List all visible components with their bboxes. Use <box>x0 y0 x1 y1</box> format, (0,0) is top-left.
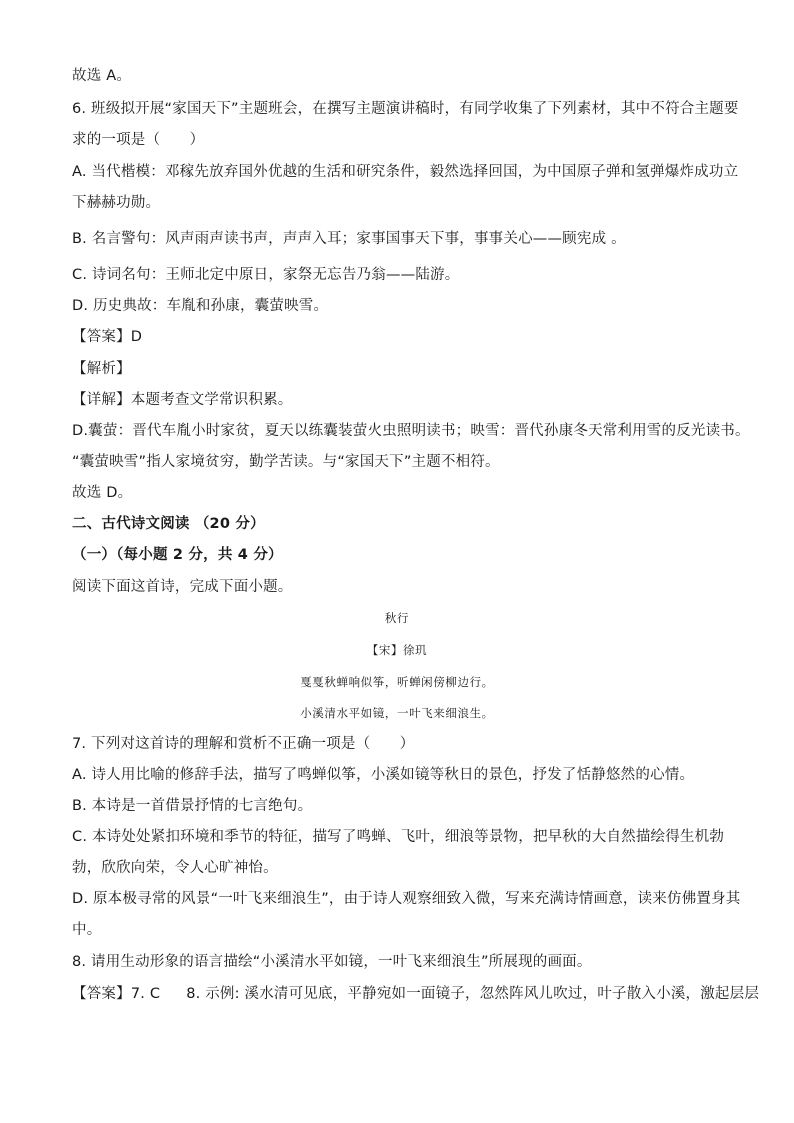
reading-instruction: 阅读下面这首诗，完成下面小题。 <box>72 579 293 595</box>
section-heading: 二、古代诗文阅读 （20 分） <box>72 516 265 532</box>
poem-line-2: 小溪清水平如镜，一叶飞来细浪生。 <box>300 706 494 720</box>
question-8-stem: 8. 请用生动形象的语言描绘“小溪清水平如镜，一叶飞来细浪生”所展现的画面。 <box>72 954 592 970</box>
question-6-stem-cont: 求的一项是（ ） <box>72 132 205 148</box>
option-7c: C. 本诗处处紧扣环境和季节的特征，描写了鸣蝉、飞叶，细浪等景物，把早秋的大自然描绘得生机勃 <box>72 829 725 845</box>
conclusion-d: 故选 D。 <box>72 485 133 501</box>
poem-author: 【宋】徐玑 <box>366 643 428 657</box>
explanation-6-cont: “囊萤映雪”指人家境贫穷，勤学苦读。与“家国天下”主题不相符。 <box>72 454 500 470</box>
poem-line-1: 戛戛秋蝉响似筝，听蝉闲傍柳边行。 <box>300 675 494 689</box>
option-6d: D. 历史典故：车胤和孙康，囊萤映雪。 <box>72 298 329 314</box>
explanation-6: D.囊萤：晋代车胤小时家贫，夏天以练囊装萤火虫照明读书；映雪：晋代孙康冬天常利用雪的反光读书。 <box>72 423 750 439</box>
question-7-stem: 7. 下列对这首诗的理解和赏析不正确一项是（ ） <box>72 736 415 752</box>
option-6a: A. 当代楷模：邓稼先放弃国外优越的生活和研究条件，毅然选择回国，为中国原子弹和氢弹爆炸成功立 <box>72 164 739 180</box>
subsection-heading: （一）（每小题 2 分，共 4 分） <box>72 547 283 563</box>
analysis-heading: 【解析】 <box>72 361 131 377</box>
option-7a: A. 诗人用比喻的修辞手法，描写了鸣蝉似筝，小溪如镜等秋日的景色，抒发了恬静悠然的心情。 <box>72 767 695 783</box>
poem-title: 秋行 <box>384 611 410 625</box>
answer-8: 8. 示例: 溪水清可见底，平静宛如一面镜子，忽然阵风儿吹过，叶子散入小溪，激起层层 <box>186 986 760 1002</box>
conclusion-a: 故选 A。 <box>72 68 132 84</box>
option-6c: C. 诗词名句：王师北定中原日，家祭无忘告乃翁——陆游。 <box>72 267 460 283</box>
option-7c-cont: 勃，欣欣向荣，令人心旷神怡。 <box>72 860 278 876</box>
option-7d: D. 原本极寻常的风景“一叶飞来细浪生”，由于诗人观察细致入微，写来充满诗情画意，读来仿佛置身其 <box>72 891 741 907</box>
answer-7: 7. C <box>130 986 161 1002</box>
answer-7-8 <box>72 984 759 1004</box>
option-7d-cont: 中。 <box>72 922 102 938</box>
detail-heading: 【详解】本题考查文学常识积累。 <box>72 392 293 408</box>
option-6a-cont: 下赫赫功勋。 <box>72 195 161 211</box>
option-7b: B. 本诗是一首借景抒情的七言绝句。 <box>72 798 313 814</box>
option-6b: B. 名言警句：风声雨声读书声，声声入耳；家事国事天下事，事事关心——顾宪成 。 <box>72 231 626 247</box>
answer-label: 【答案】 <box>72 986 131 1002</box>
question-6-stem: 6. 班级拟开展“家国天下”主题班会，在撰写主题演讲稿时，有同学收集了下列素材，其中不符合主题要 <box>72 101 739 117</box>
answer-6: 【答案】D <box>72 329 143 345</box>
